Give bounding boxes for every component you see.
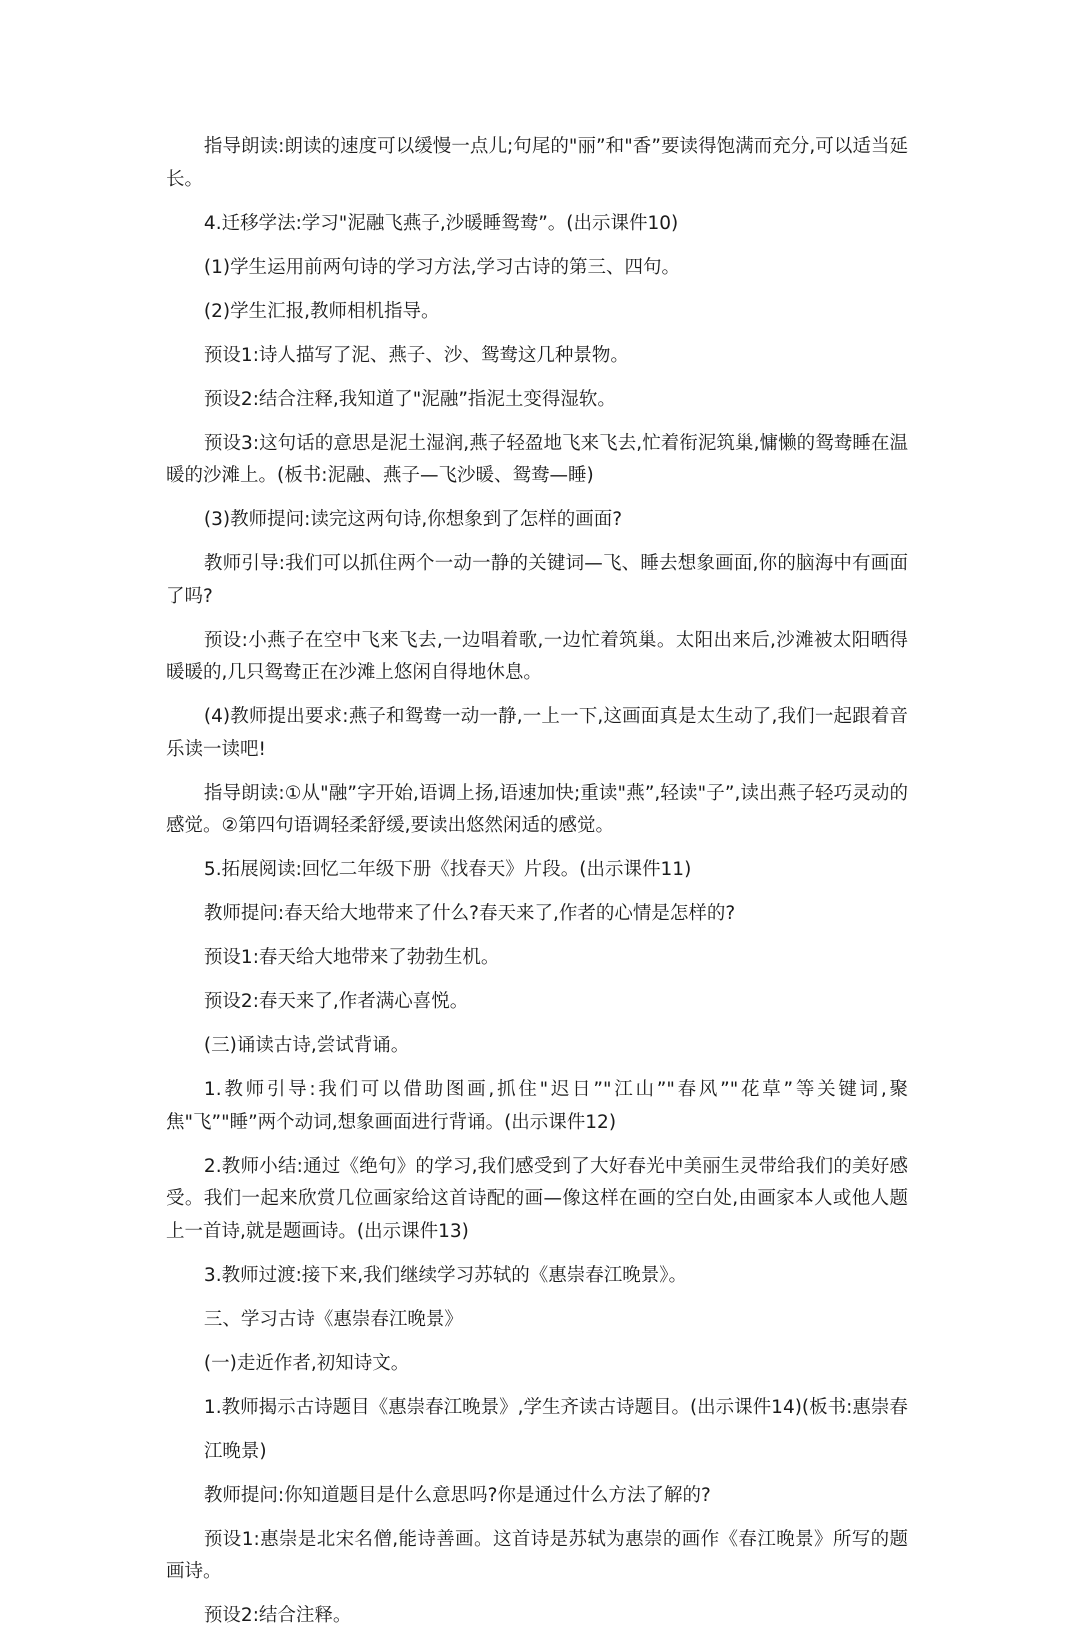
paragraph: 预设2:结合注释,我知道了"泥融”指泥土变得湿软。 xyxy=(203,388,616,410)
paragraph: 5.拓展阅读:回忆二年级下册《找春天》片段。(出示课件11) xyxy=(203,859,692,880)
section-heading: (一)走近作者,初知诗文。 xyxy=(203,1352,410,1374)
paragraph: 指导朗读:朗读的速度可以缓慢一点儿;句尾的"丽”和"香”要读得饱满而充分,可以适当延长。 xyxy=(166,136,908,190)
paragraph: (4)教师提出要求:燕子和鸳鸯一动一静,一上一下,这画面真是太生动了,我们一起跟着音乐读一读吧! xyxy=(166,706,908,760)
paragraph: 教师提问:你知道题目是什么意思吗?你是通过什么方法了解的? xyxy=(203,1484,711,1506)
document-body xyxy=(166,131,908,1644)
paragraph: (2)学生汇报,教师相机指导。 xyxy=(203,300,440,322)
section-heading: 三、学习古诗《惠崇春江晚景》 xyxy=(203,1308,463,1330)
paragraph: 3.教师过渡:接下来,我们继续学习苏轼的《惠崇春江晚景》。 xyxy=(203,1264,687,1286)
paragraph: 4.迁移学法:学习"泥融飞燕子,沙暖睡鸳鸯”。(出示课件10) xyxy=(203,212,679,234)
paragraph: 预设3:这句话的意思是泥土湿润,燕子轻盈地飞来飞去,忙着衔泥筑巢,慵懒的鸳鸯睡在温暖的沙滩上。(板书:泥融、燕子—飞沙暖、鸳鸯—睡) xyxy=(166,432,908,486)
paragraph: 教师提问:春天给大地带来了什么?春天来了,作者的心情是怎样的? xyxy=(203,903,736,924)
paragraph: 2.教师小结:通过《绝句》的学习,我们感受到了大好春光中美丽生灵带给我们的美好感受。我们一起来欣赏几位画家给这首诗配的画—像这样在画的空白处,由画家本人或他人题上一首诗,就是题画诗。(出示课件13) xyxy=(166,1155,908,1242)
paragraph: 1.教师揭示古诗题目《惠崇春江晚景》,学生齐读古诗题目。(出示课件14)(板书:惠崇春 xyxy=(203,1396,908,1418)
paragraph: 预设2:春天来了,作者满心喜悦。 xyxy=(203,991,469,1012)
paragraph: 1.教师引导:我们可以借助图画,抓住"迟日”"江山”"春风”"花草”等关键词,聚焦"飞”"睡”两个动词,想象画面进行背诵。(出示课件12) xyxy=(166,1079,908,1133)
paragraph: 指导朗读:①从"融”字开始,语调上扬,语速加快;重读"燕”,轻读"子”,读出燕子轻巧灵动的感觉。②第四句语调轻柔舒缓,要读出悠然闲适的感觉。 xyxy=(166,782,908,836)
paragraph: 预设1:诗人描写了泥、燕子、沙、鸳鸯这几种景物。 xyxy=(203,344,629,366)
paragraph: 预设:小燕子在空中飞来飞去,一边唱着歌,一边忙着筑巢。太阳出来后,沙滩被太阳晒得暖暖的,几只鸳鸯正在沙滩上悠闲自得地休息。 xyxy=(166,629,908,683)
paragraph: 预设1:春天给大地带来了勃勃生机。 xyxy=(203,947,500,968)
paragraph: (3)教师提问:读完这两句诗,你想象到了怎样的画面? xyxy=(203,509,623,530)
paragraph: 江晚景) xyxy=(203,1440,267,1462)
paragraph: 预设1:惠崇是北宋名僧,能诗善画。这首诗是苏轼为惠崇的画作《春江晚景》所写的题画诗。 xyxy=(166,1528,908,1582)
section-heading: (三)诵读古诗,尝试背诵。 xyxy=(203,1035,410,1056)
paragraph: (1)学生运用前两句诗的学习方法,学习古诗的第三、四句。 xyxy=(203,256,681,278)
paragraph: 教师引导:我们可以抓住两个一动一静的关键词—飞、睡去想象画面,你的脑海中有画面了吗? xyxy=(166,553,908,607)
paragraph: 预设2:结合注释。 xyxy=(203,1605,352,1626)
